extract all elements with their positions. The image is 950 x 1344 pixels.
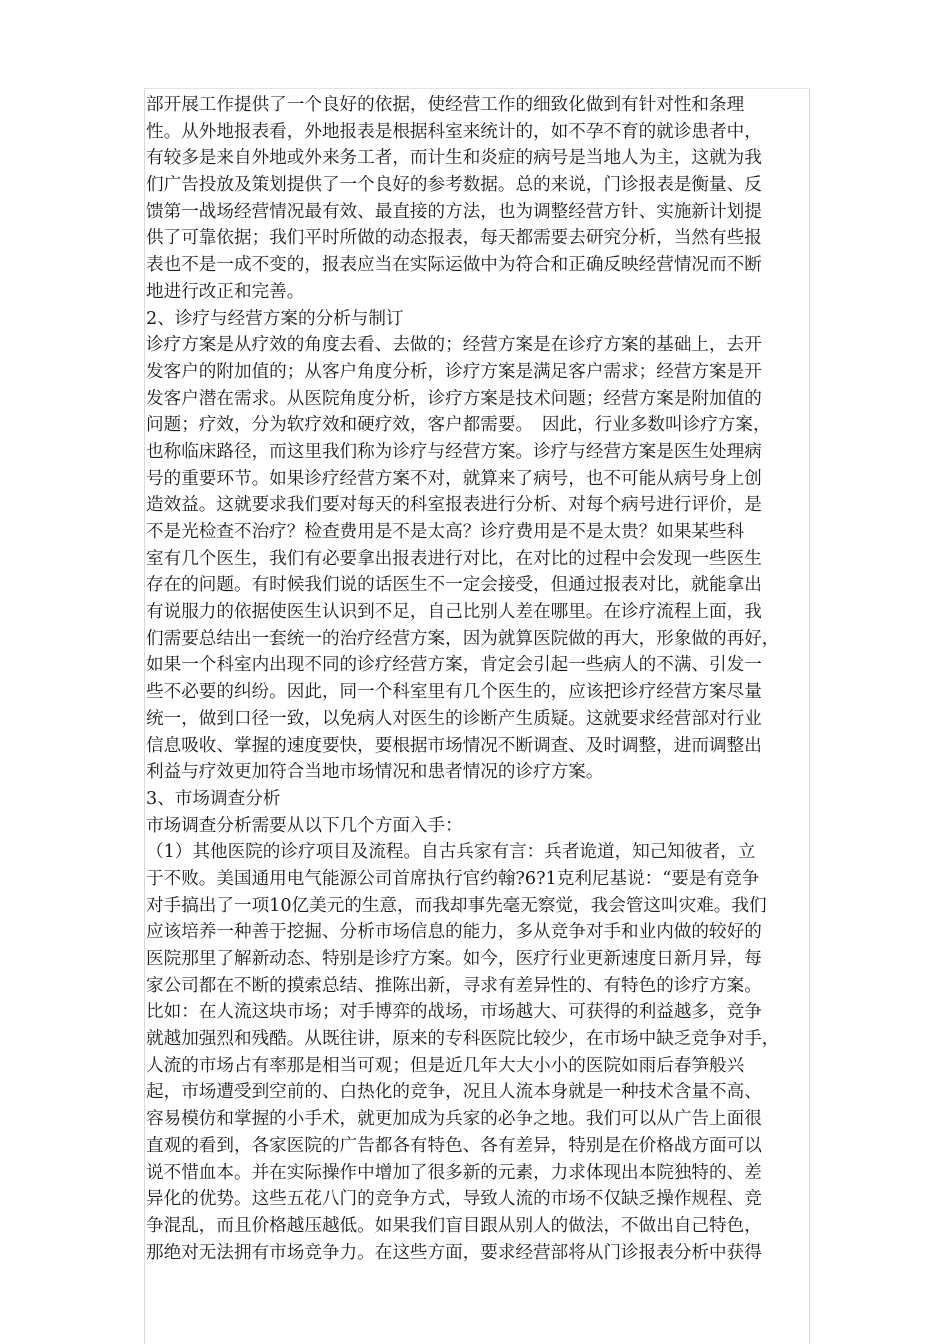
text-line: 信息吸收、掌握的速度要快，要根据市场情况不断调查、及时调整，进而调整出 — [146, 735, 762, 756]
text-line: 就越加强烈和残酷。从既往讲，原来的专科医院比较少，在市场中缺乏竞争对手， — [146, 1029, 780, 1050]
text-line: 地进行改正和完善。 — [146, 281, 305, 302]
text-line: （1）其他医院的诊疗项目及流程。自古兵家有言：兵者诡道，知己知彼者，立 — [146, 842, 756, 863]
text-line: 说不惜血本。并在实际操作中增加了很多新的元素，力求体现出本院独特的、差 — [146, 1162, 762, 1183]
text-line: 供了可靠依据；我们平时所做的动态报表，每天都需要去研究分析，当然有些报 — [146, 228, 762, 249]
text-line: 馈第一战场经营情况最有效、最直接的方法，也为调整经营方针、实施新计划提 — [146, 201, 762, 222]
text-line: 统一，做到口径一致，以免病人对医生的诊断产生质疑。这就要求经营部对行业 — [146, 708, 762, 729]
text-line: 医院那里了解新动态、特别是诊疗方案。如今，医疗行业更新速度日新月异，每 — [146, 949, 762, 969]
text-line: 那绝对无法拥有市场竞争力。在这些方面，要求经营部将从门诊报表分析中获得 — [146, 1242, 762, 1263]
text-line: 发客户潜在需求。从医院角度分析，诊疗方案是技术问题；经营方案是附加值的 — [146, 388, 762, 409]
text-line: 造效益。这就要求我们要对每天的科室报表进行分析、对每个病号进行评价，是 — [146, 495, 762, 516]
text-line: 室有几个医生，我们有必要拿出报表进行对比，在对比的过程中会发现一些医生 — [146, 548, 762, 569]
text-line: 存在的问题。有时候我们说的话医生不一定会接受，但通过报表对比，就能拿出 — [146, 575, 762, 596]
text-line: 号的重要环节。如果诊疗经营方案不对，就算来了病号，也不可能从病号身上创 — [146, 468, 762, 489]
text-line: 比如：在人流这块市场；对手博弈的战场，市场越大、可获得的利益越多，竞争 — [146, 1002, 762, 1023]
document-body — [146, 92, 808, 1266]
text-line: 人流的市场占有率那是相当可观；但是近几年大大小小的医院如雨后春笋般兴 — [146, 1055, 745, 1076]
text-line: 们需要总结出一套统一的治疗经营方案，因为就算医院做的再大，形象做的再好， — [146, 628, 780, 649]
text-line: 应该培养一种善于挖掘、分析市场信息的能力，多从竞争对手和业内做的较好的 — [146, 922, 762, 943]
text-line: 有说服力的依据使医生认识到不足，自己比别人差在哪里。在诊疗流程上面，我 — [146, 602, 762, 623]
text-line: 起，市场遭受到空前的、白热化的竞争，况且人流本身就是一种技术含量不高、 — [146, 1082, 762, 1103]
text-line: 家公司都在不断的摸索总结、推陈出新，寻求有差异性的、有特色的诊疗方案。 — [146, 975, 762, 996]
text-line: 市场调查分析需要从以下几个方面入手： — [146, 815, 463, 836]
text-line: 也称临床路径，而这里我们称为诊疗与经营方案。诊疗与经营方案是医生处理病 — [146, 441, 762, 462]
text-line: 们广告投放及策划提供了一个良好的参考数据。总的来说，门诊报表是衡量、反 — [146, 175, 762, 196]
text-line: 部开展工作提供了一个良好的依据，使经营工作的细致化做到有针对性和条理 — [146, 95, 745, 115]
section-heading: 3、市场调查分析 — [146, 788, 281, 809]
text-line: 于不败。美国通用电气能源公司首席执行官约翰?6?1克利尼基说：“要是有竞争 — [146, 868, 760, 889]
text-line: 容易模仿和掌握的小手术，就更加成为兵家的必争之地。我们可以从广告上面很 — [146, 1109, 762, 1130]
section-heading: 2、诊疗与经营方案的分析与制订 — [146, 308, 404, 329]
text-line: 问题；疗效，分为软疗效和硬疗效，客户都需要。 因此，行业多数叫诊疗方案， — [146, 415, 771, 436]
text-line: 对手搞出了一项10亿美元的生意，而我却事先毫无察觉，我会管这叫灾难。我们 — [146, 895, 767, 916]
text-line: 表也不是一成不变的，报表应当在实际运做中为符合和正确反映经营情况而不断 — [146, 255, 762, 276]
text-line: 争混乱，而且价格越压越低。如果我们盲目跟从别人的做法，不做出自己特色， — [146, 1215, 762, 1236]
text-line: 不是光检查不治疗？检查费用是不是太高？诊疗费用是不是太贵？如果某些科 — [146, 522, 745, 542]
text-line: 有较多是来自外地或外来务工者，而计生和炎症的病号是当地人为主，这就为我 — [146, 148, 762, 169]
text-line: 发客户的附加值的；从客户角度分析，诊疗方案是满足客户需求；经营方案是开 — [146, 361, 762, 382]
text-line: 直观的看到，各家医院的广告都各有特色、各有差异，特别是在价格战方面可以 — [146, 1135, 762, 1156]
text-line: 诊疗方案是从疗效的角度去看、去做的；经营方案是在诊疗方案的基础上，去开 — [146, 335, 762, 356]
text-line: 些不必要的纠纷。因此，同一个科室里有几个医生的，应该把诊疗经营方案尽量 — [146, 682, 762, 703]
text-line: 利益与疗效更加符合当地市场情况和患者情况的诊疗方案。 — [146, 762, 604, 783]
text-line: 性。从外地报表看，外地报表是根据科室来统计的，如不孕不育的就诊患者中， — [146, 121, 762, 142]
text-line: 异化的优势。这些五花八门的竞争方式，导致人流的市场不仅缺乏操作规程、竞 — [146, 1189, 762, 1210]
text-line: 如果一个科室内出现不同的诊疗经营方案，肯定会引起一些病人的不满、引发一 — [146, 655, 762, 676]
